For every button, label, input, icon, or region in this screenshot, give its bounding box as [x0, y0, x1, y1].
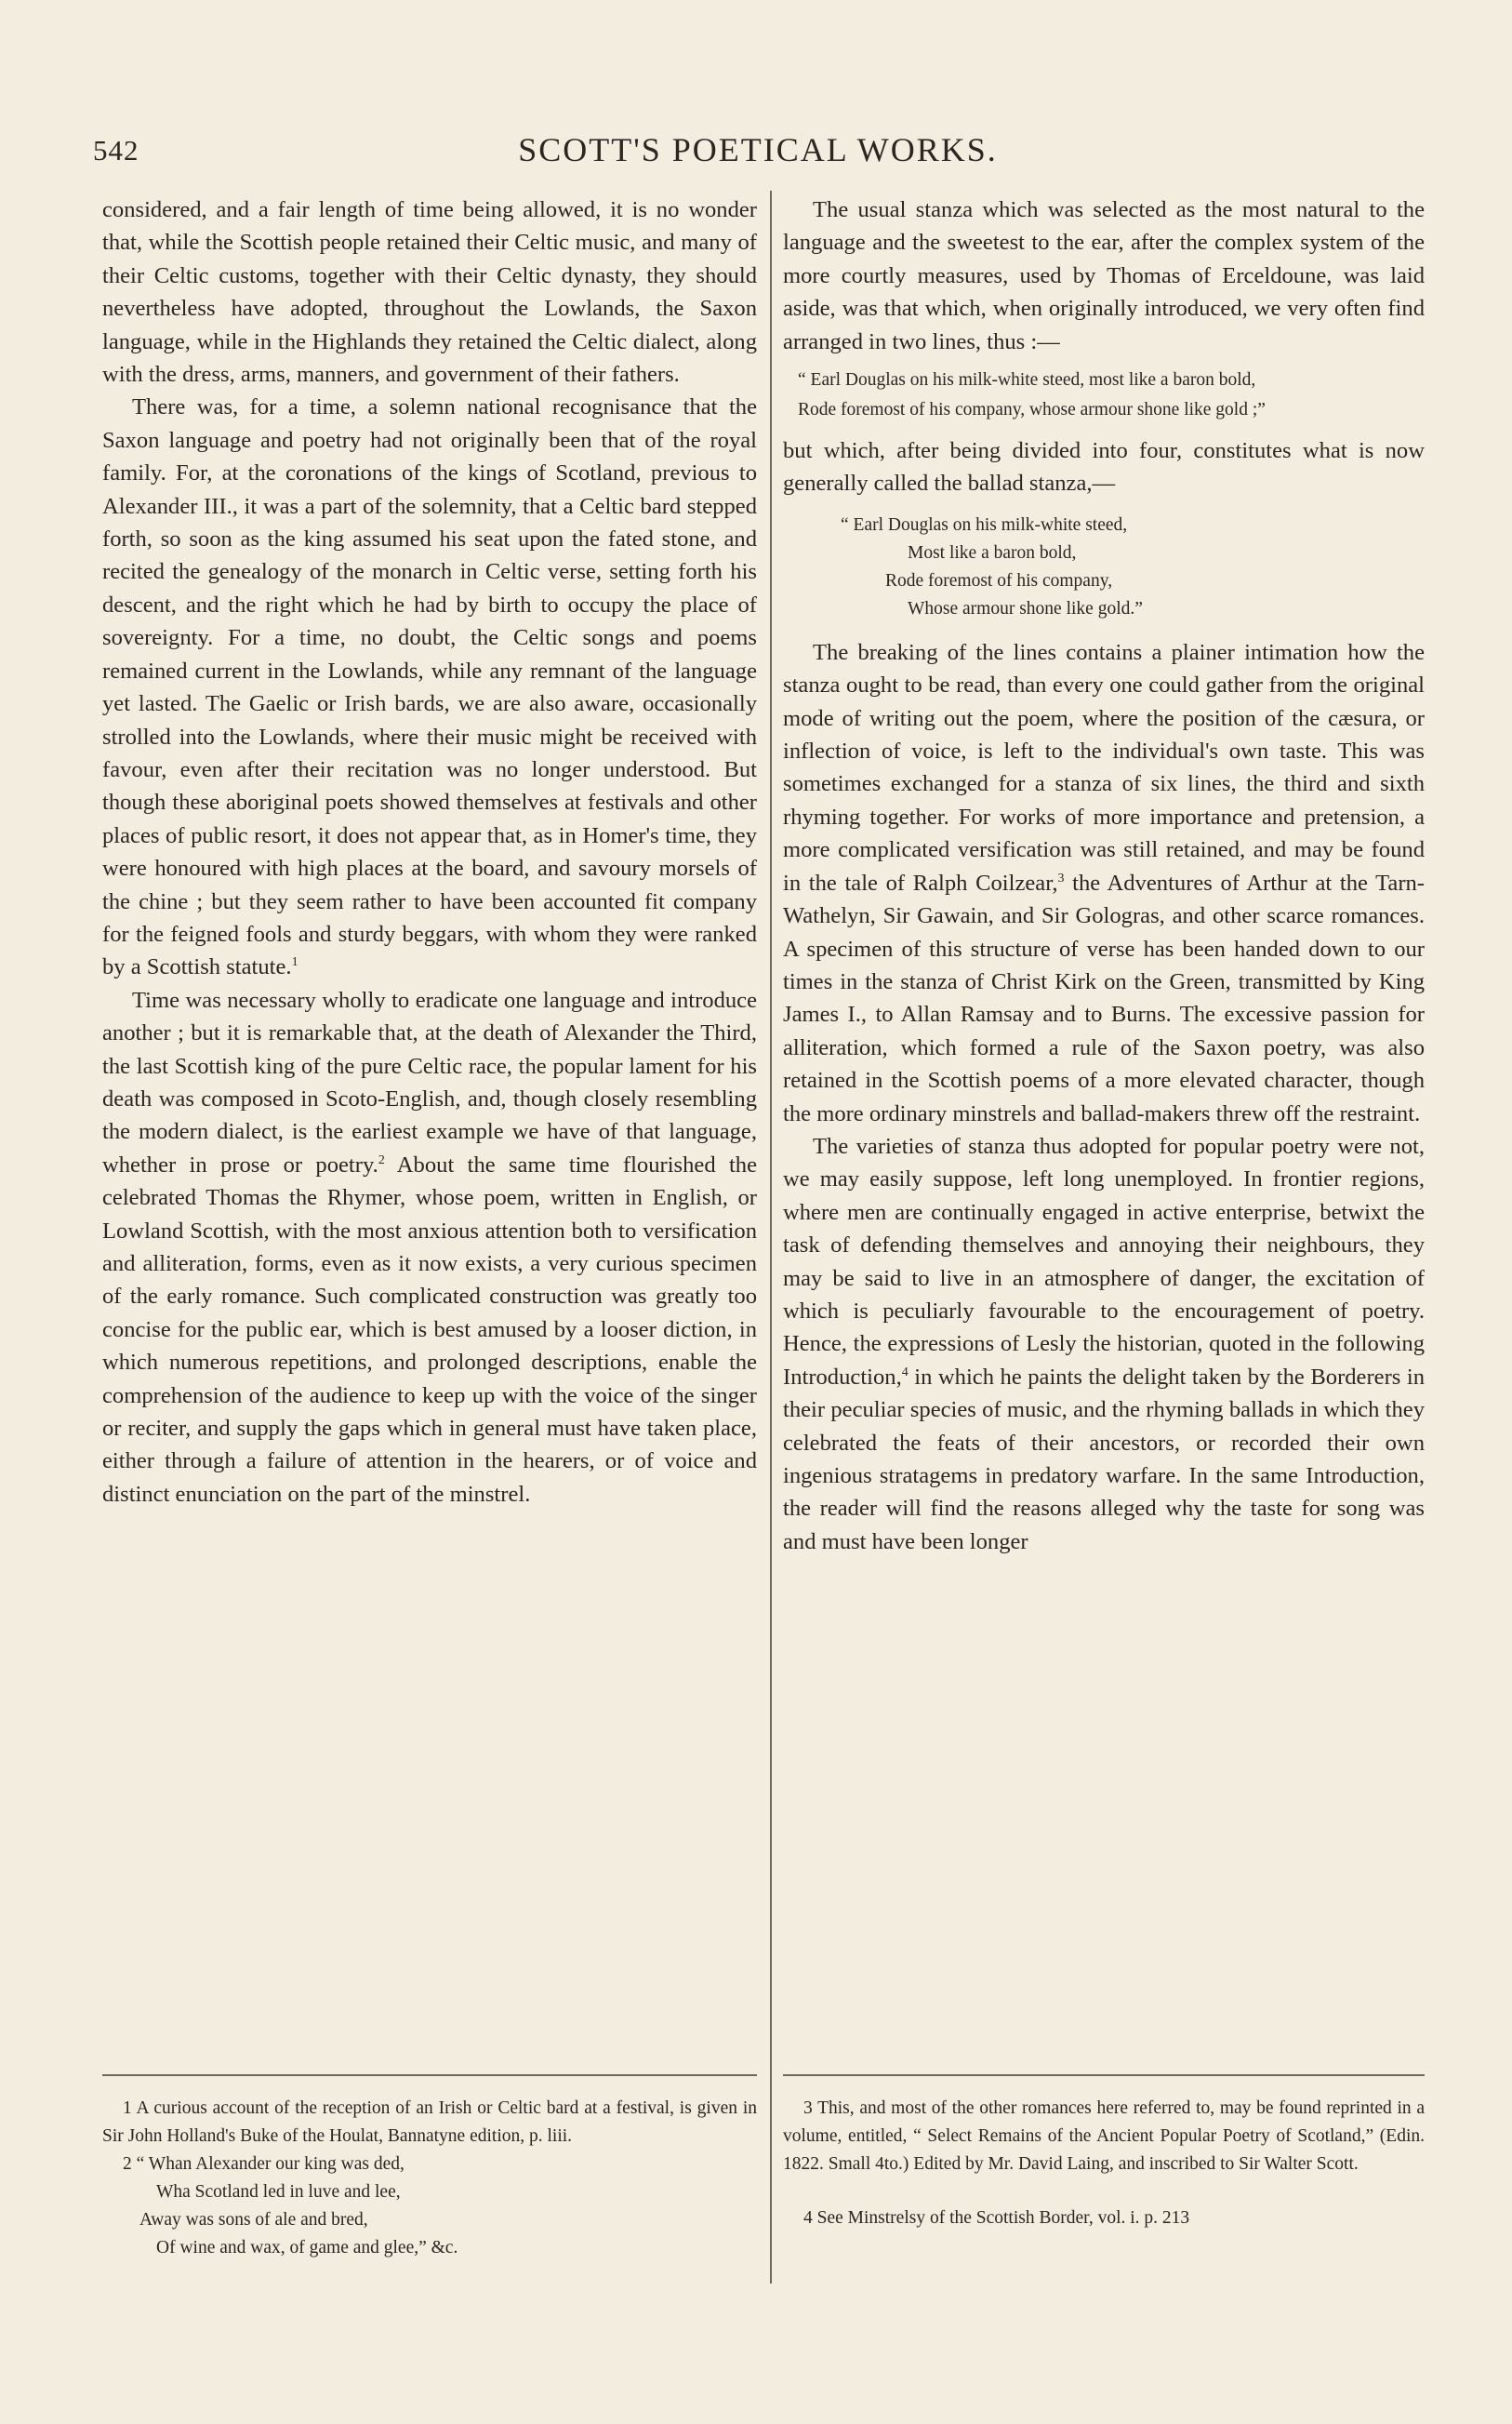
- footnote: 2 “ Whan Alexander our king was ded,: [123, 2154, 405, 2174]
- footnote: 3 This, and most of the other romances here referred to, may be found reprinted in a volume, entitled, “ Select Remains of the Ancient Popular Poetry of Scotland,” (Edin. 1822. Small 4to.) Edited by Mr. David Laing, and inscribed to Sir Walter Scott.: [783, 2098, 1425, 2174]
- paragraph: The usual stanza which was selected as the most natural to the language and the sweetest to the ear, after the complex system of the more courtly measures, used by Thomas of Erceldoune, was laid aside, was that which, when originally introduced, we very often find arranged in two lines, thus :—: [783, 197, 1425, 354]
- paragraph-text: The breaking of the lines contains a plainer intimation how the stanza ought to be read, than every one could gather from the original mode of writing out the poem, where the position of the cæsura, or inflection of voice, is left to the individual's own taste. This was sometimes exchanged for a stanza of six lines, the third and sixth rhyming together. For works of more importance and pretension, a more complicated versification was still retained, and may be found in the tale of Ralph Coilzear,: [783, 639, 1425, 896]
- footnote-rule: [783, 2074, 1425, 2076]
- quote-line: Rode foremost of his company, whose armour shone like gold ;”: [798, 400, 1266, 420]
- paragraph-text: There was, for a time, a solemn national recognisance that the Saxon language and poetry had not originally been that of the royal family. For, at the coronations of the kings of Scotland, previous to Alexander III., it was a part of the solemnity, that a Celtic bard stepped forth, so soon as the king assumed his seat upon the fated stone, and recited the genealogy of the monarch in Celtic verse, setting forth his descent, and the right which he had by birth to occupy the place of sovereignty. For a time, no doubt, the Celtic songs and poems remained current in the Lowlands, while any remnant of the language yet lasted. The Gaelic or Irish bards, we are also aware, occasionally strolled into the Lowlands, where their music might be received with favour, even after their recitation was no longer understood. But though these aboriginal poets showed themselves at festivals and other places of public resort, it does not appear that, as in Homer's time, they were honoured with high places at the board, and savoury morsels of the chine ; but they seem rather to have been accounted fit company for the feigned fools and sturdy beggars, with whom they were ranked by a Scottish statute.: [102, 394, 757, 980]
- left-column: [102, 193, 757, 1511]
- paragraph: [783, 636, 1425, 1130]
- verse-stanza: [783, 512, 1425, 623]
- paragraph: [102, 391, 757, 983]
- footnote: 4 See Minstrelsy of the Scottish Border, vol. i. p. 213: [803, 2208, 1190, 2228]
- page-header: [93, 130, 1423, 177]
- running-title: SCOTT'S POETICAL WORKS.: [518, 131, 998, 168]
- paragraph: [102, 984, 757, 1512]
- paragraph-text: The varieties of stanza thus adopted for popular poetry were not, we may easily suppose, left long unemployed. In frontier regions, where men are continually engaged in active enterprise, betwixt the task of defending themselves and annoying their neighbours, they may be said to live in an atmosphere of danger, the excitation of which is peculiarly favourable to the encouragement of poetry. Hence, the expressions of Lesly the historian, quoted in the following Introduction,: [783, 1133, 1425, 1390]
- verse-line: Rode foremost of his company,: [885, 570, 1113, 591]
- verse-line: Whose armour shone like gold.”: [908, 598, 1143, 619]
- footnote-verse-line: Wha Scotland led in luve and lee,: [156, 2182, 401, 2202]
- paragraph: [783, 1130, 1425, 1558]
- paragraph-text: in which he paints the delight taken by the Borderers in their peculiar species of music, and the rhyming ballads in which they celebrated the feats of their ancestors, or recorded their own ingenious stratagems in predatory warfare. In the same Introduction, the reader will find the reasons alleged why the taste for song was and must have been longer: [783, 1364, 1425, 1554]
- quotation: [783, 366, 1425, 425]
- footnote: 1 A curious account of the reception of an Irish or Celtic bard at a festival, is given in Sir John Holland's Buke of the Houlat, Bannatyne edition, p. liii.: [102, 2098, 757, 2146]
- footnote-ref: 4: [901, 1365, 909, 1379]
- column-divider: [770, 191, 772, 2284]
- footnote-ref: 1: [291, 955, 298, 970]
- paragraph-text: Time was necessary wholly to eradicate one language and introduce another ; but it is remarkable that, at the death of Alexander the Third, the last Scottish king of the pure Celtic race, the popular lament for his death was composed in Scoto-English, and, though closely resembling the modern dialect, is the earliest example we have of that language, whether in prose or poetry.: [102, 987, 757, 1178]
- verse-line: “ Earl Douglas on his milk-white steed,: [841, 514, 1128, 535]
- footnote-verse-line: Away was sons of ale and bred,: [139, 2210, 368, 2230]
- footnote-ref: 2: [378, 1152, 385, 1167]
- paragraph: considered, and a fair length of time being allowed, it is no wonder that, while the Scottish people retained their Celtic music, and many of their Celtic customs, together with their Celtic dynasty, they should nevertheless have adopted, throughout the Lowlands, the Saxon language, while in the Highlands they retained the Celtic dialect, along with the dress, arms, manners, and government of their fathers.: [102, 197, 757, 388]
- right-column: [783, 193, 1425, 1558]
- paragraph-text: the Adventures of Arthur at the Tarn-Wathelyn, Sir Gawain, and Sir Gologras, and other scarce romances. A specimen of this structure of verse has been handed down to our times in the stanza of Christ Kirk on the Green, transmitted by King James I., to Allan Ramsay and to Burns. The excessive passion for alliteration, which formed a rule of the Saxon poetry, was also retained in the Scottish poems of a more elevated character, though the more ordinary minstrels and ballad-makers threw off the restraint.: [783, 870, 1425, 1126]
- verse-line: Most like a baron bold,: [908, 542, 1077, 563]
- footnote-rule: [102, 2074, 757, 2076]
- footnote-verse-line: Of wine and wax, of game and glee,” &c.: [156, 2238, 458, 2258]
- quote-line: “ Earl Douglas on his milk-white steed, most like a baron bold,: [798, 370, 1256, 391]
- paragraph: but which, after being divided into four, constitutes what is now generally called the ballad stanza,—: [783, 438, 1425, 497]
- footnotes-right: [783, 2095, 1425, 2232]
- page-number: 542: [93, 134, 139, 166]
- footnotes-left: [102, 2095, 757, 2262]
- paragraph-text: About the same time flourished the celebrated Thomas the Rhymer, whose poem, written in English, or Lowland Scottish, with the most anxious attention both to versification and alliteration, forms, even as it now exists, a very curious specimen of the early romance. Such complicated construction was greatly too concise for the public ear, which is best amused by a looser diction, in which numerous repetitions, and prolonged descriptions, enable the comprehension of the audience to keep up with the voice of the singer or reciter, and supply the gaps which in general must have taken place, either through a failure of attention in the hearers, or of voice and distinct enunciation on the part of the minstrel.: [102, 1152, 757, 1507]
- footnote-ref: 3: [1057, 871, 1065, 886]
